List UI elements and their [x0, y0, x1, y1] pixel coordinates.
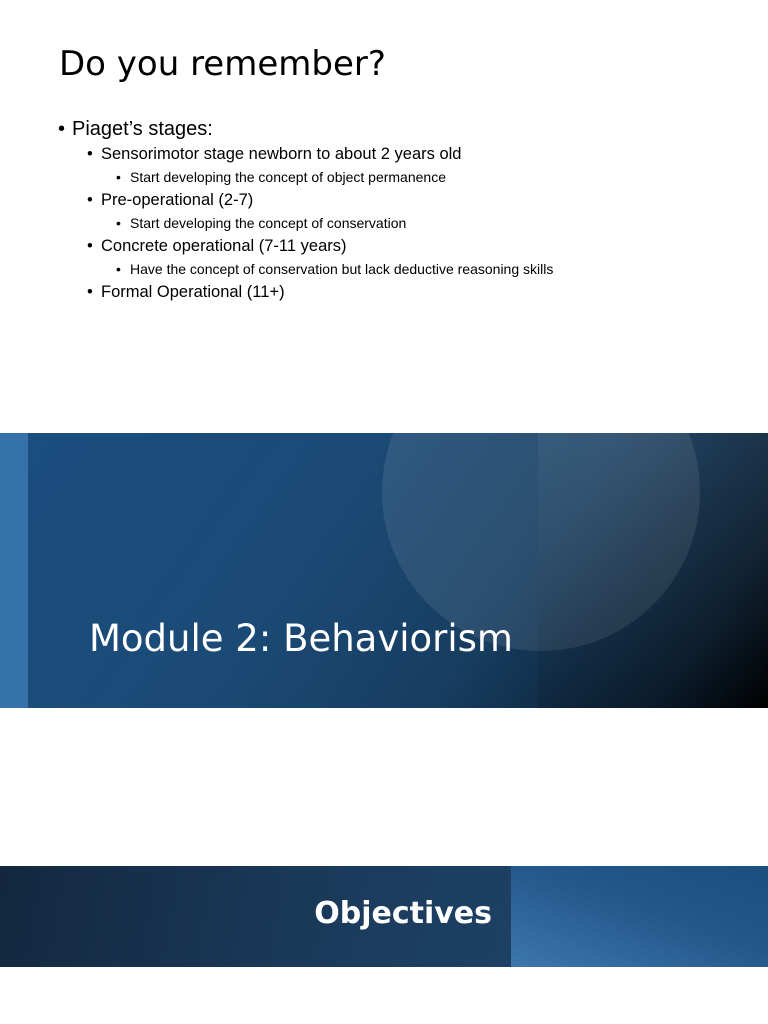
bullet-item: • Formal Operational (11+): [87, 281, 553, 304]
bullet-list: [58, 115, 553, 304]
bullet-item: • Start developing the concept of conservation: [116, 212, 553, 235]
module-title: Module 2: Behaviorism: [89, 617, 513, 660]
bullet-item: • Pre-operational (2-7): [87, 189, 553, 212]
slide-objectives-banner: [0, 866, 768, 967]
decorative-panel: [511, 866, 768, 967]
slide-module-2-banner: [0, 433, 768, 708]
bullet-item: • Have the concept of conservation but lack deductive reasoning skills: [116, 258, 553, 281]
bullet-item: • Concrete operational (7-11 years): [87, 235, 553, 258]
bullet-item: • Piaget’s stages:: [58, 115, 553, 143]
bullet-item: • Sensorimotor stage newborn to about 2 years old: [87, 143, 553, 166]
objectives-title: Objectives: [314, 896, 492, 931]
slide-do-you-remember: [0, 0, 768, 433]
decorative-panel: [538, 433, 768, 708]
accent-strip: [0, 433, 28, 708]
bullet-item: • Start developing the concept of object permanence: [116, 166, 553, 189]
slide-title: Do you remember?: [59, 44, 386, 84]
